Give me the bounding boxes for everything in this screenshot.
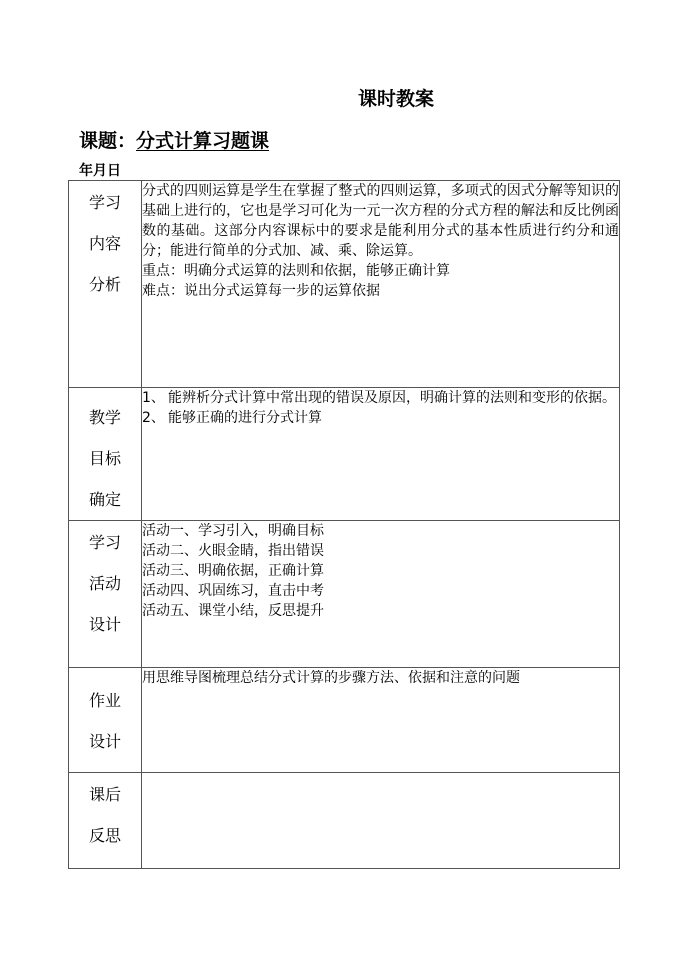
lesson-plan-table: [68, 180, 620, 869]
content-analysis-body: [142, 181, 620, 388]
homework-text: 用思维导图梳理总结分式计算的步骤方法、依据和注意的问题: [142, 670, 520, 686]
label-activity-design: [69, 521, 142, 668]
label-teaching-goals: [69, 388, 142, 521]
reflection-body[interactable]: [142, 773, 620, 869]
label-content-analysis: [69, 181, 142, 388]
activity-design-body: [142, 521, 620, 668]
topic-line: [79, 126, 269, 153]
goal-text: 能辨析分式计算中常出现的错误及原因，明确计算的法则和变形的依据。: [168, 390, 616, 406]
label-text: 活动: [88, 574, 121, 593]
label-text: 设计: [88, 615, 121, 634]
label-text: 内容: [88, 234, 121, 253]
analysis-paragraph: 分式的四则运算是学生在掌握了整式的四则运算，多项式的因式分解等知识的基础上进行的，它也是学习可化为一元一次方程的分式方程的解法和反比例函数的基础。这部分内容课标中的要求是能利用分式的基本性质进行约分和通分；能进行简单的分式加、减、乘、除运算。: [142, 183, 619, 259]
activity-item: 活动二、火眼金睛，指出错误: [142, 543, 324, 559]
goal-item: [142, 408, 619, 428]
label-text: 学习: [88, 533, 121, 552]
label-homework-design: [69, 668, 142, 773]
label-text: 目标: [88, 449, 121, 468]
label-text: 课后: [88, 785, 121, 804]
label-text: 分析: [88, 275, 121, 294]
row-teaching-goals: [69, 388, 620, 521]
homework-design-body: [142, 668, 620, 773]
activity-item: 活动一、学习引入，明确目标: [142, 523, 324, 539]
teaching-goals-body: [142, 388, 620, 521]
label-text: 学习: [88, 193, 121, 212]
label-text: 确定: [88, 490, 121, 509]
topic-value: 分式计算习题课: [136, 130, 270, 152]
goal-number: 2、: [142, 410, 165, 426]
goal-number: 1、: [142, 390, 165, 406]
key-point: 重点：明确分式运算的法则和依据，能够正确计算: [142, 263, 450, 279]
activity-item: 活动四、巩固练习，直击中考: [142, 583, 324, 599]
row-content-analysis: [69, 181, 620, 388]
label-text: 设计: [88, 732, 121, 751]
label-text: 教学: [88, 408, 121, 427]
topic-prefix: 课题：: [79, 130, 137, 152]
row-reflection: [69, 773, 620, 869]
label-reflection: [69, 773, 142, 869]
goal-item: [142, 388, 619, 408]
row-activity-design: [69, 521, 620, 668]
difficult-point: 难点：说出分式运算每一步的运算依据: [142, 283, 380, 299]
activity-item: 活动三、明确依据，正确计算: [142, 563, 324, 579]
row-homework-design: [69, 668, 620, 773]
label-text: 作业: [88, 691, 121, 710]
date-label: 年月日: [79, 163, 121, 179]
document-title: 课时教案: [357, 88, 434, 110]
activity-item: 活动五、课堂小结，反思提升: [142, 603, 324, 619]
label-text: 反思: [88, 826, 121, 845]
goal-text: 能够正确的进行分式计算: [168, 410, 322, 426]
